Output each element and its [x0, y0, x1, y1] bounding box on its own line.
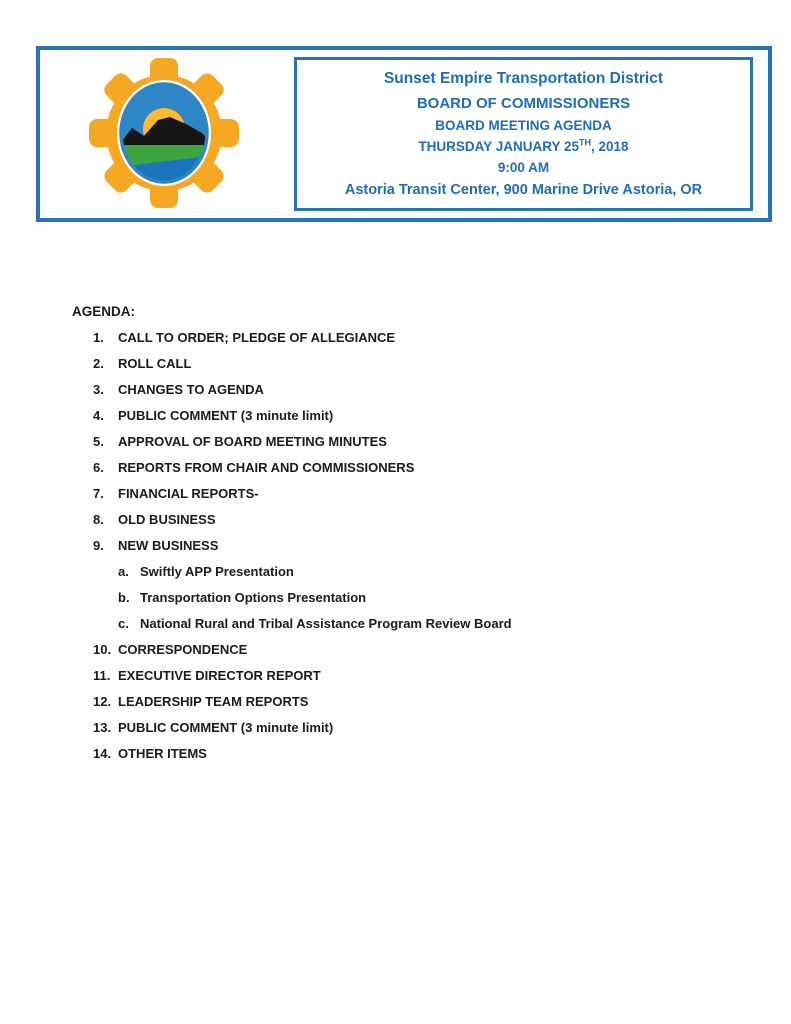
header-info-box: [294, 57, 753, 211]
item-label: PUBLIC COMMENT (3 minute limit): [118, 408, 334, 423]
item-number: 12.: [93, 694, 112, 709]
agenda-item: [72, 455, 722, 481]
item-number: 5.: [93, 434, 104, 449]
header-box: [36, 46, 772, 222]
item-label: CHANGES TO AGENDA: [118, 382, 264, 397]
agenda-item: [72, 325, 722, 351]
subitem-letter: b.: [118, 590, 130, 605]
agenda-subitem: [72, 585, 722, 611]
meeting-date-ordinal: TH: [579, 137, 591, 148]
agenda-item: [72, 689, 722, 715]
agenda-subitem: [72, 559, 722, 585]
agenda-item: [72, 715, 722, 741]
meeting-date: [418, 139, 628, 154]
item-number: 3.: [93, 382, 104, 397]
meeting-date-year: , 2018: [591, 139, 629, 155]
item-number: 14.: [93, 746, 112, 761]
item-label: REPORTS FROM CHAIR AND COMMISSIONERS: [118, 460, 415, 475]
gear-logo-icon: [84, 53, 244, 213]
item-number: 8.: [93, 512, 104, 527]
org-name: Sunset Empire Transportation District: [383, 70, 664, 88]
meeting-location: Astoria Transit Center, 900 Marine Drive Astoria, OR: [344, 181, 703, 198]
item-label: NEW BUSINESS: [118, 538, 219, 553]
meeting-date-main: THURSDAY JANUARY 25: [418, 139, 579, 155]
agenda-item: [72, 637, 722, 663]
item-number: 2.: [93, 356, 104, 371]
item-label: ROLL CALL: [118, 356, 192, 371]
agenda-list: [72, 325, 722, 767]
item-label: EXECUTIVE DIRECTOR REPORT: [118, 668, 321, 683]
agenda-subitem: [72, 611, 722, 637]
document-title: BOARD MEETING AGENDA: [435, 117, 612, 133]
item-label: CORRESPONDENCE: [118, 642, 248, 657]
item-label: APPROVAL OF BOARD MEETING MINUTES: [118, 434, 387, 449]
subitem-label: National Rural and Tribal Assistance Program Review Board: [140, 616, 512, 631]
agenda-section: [72, 299, 722, 767]
agenda-item: [72, 741, 722, 767]
subitem-label: Swiftly APP Presentation: [140, 564, 294, 579]
item-number: 10.: [93, 642, 112, 657]
district-logo: [84, 53, 244, 213]
board-title: BOARD OF COMMISSIONERS: [416, 94, 631, 112]
item-label: FINANCIAL REPORTS-: [118, 486, 259, 501]
agenda-item: [72, 533, 722, 559]
subitem-letter: c.: [118, 616, 129, 631]
agenda-item: [72, 403, 722, 429]
subitem-letter: a.: [118, 564, 129, 579]
item-label: LEADERSHIP TEAM REPORTS: [118, 694, 309, 709]
item-label: OLD BUSINESS: [118, 512, 216, 527]
item-number: 9.: [93, 538, 104, 553]
meeting-time: 9:00 AM: [497, 160, 550, 176]
item-label: PUBLIC COMMENT (3 minute limit): [118, 720, 334, 735]
agenda-item: [72, 481, 722, 507]
item-label: CALL TO ORDER; PLEDGE OF ALLEGIANCE: [118, 330, 396, 345]
item-number: 11.: [93, 668, 111, 683]
agenda-item: [72, 377, 722, 403]
agenda-item: [72, 507, 722, 533]
agenda-item: [72, 351, 722, 377]
item-number: 6.: [93, 460, 104, 475]
item-number: 1.: [93, 330, 104, 345]
subitem-label: Transportation Options Presentation: [140, 590, 367, 605]
item-label: OTHER ITEMS: [118, 746, 207, 761]
item-number: 7.: [93, 486, 104, 501]
agenda-item: [72, 429, 722, 455]
agenda-heading: AGENDA:: [72, 304, 135, 319]
item-number: 4.: [93, 408, 104, 423]
item-number: 13.: [93, 720, 112, 735]
agenda-item: [72, 663, 722, 689]
